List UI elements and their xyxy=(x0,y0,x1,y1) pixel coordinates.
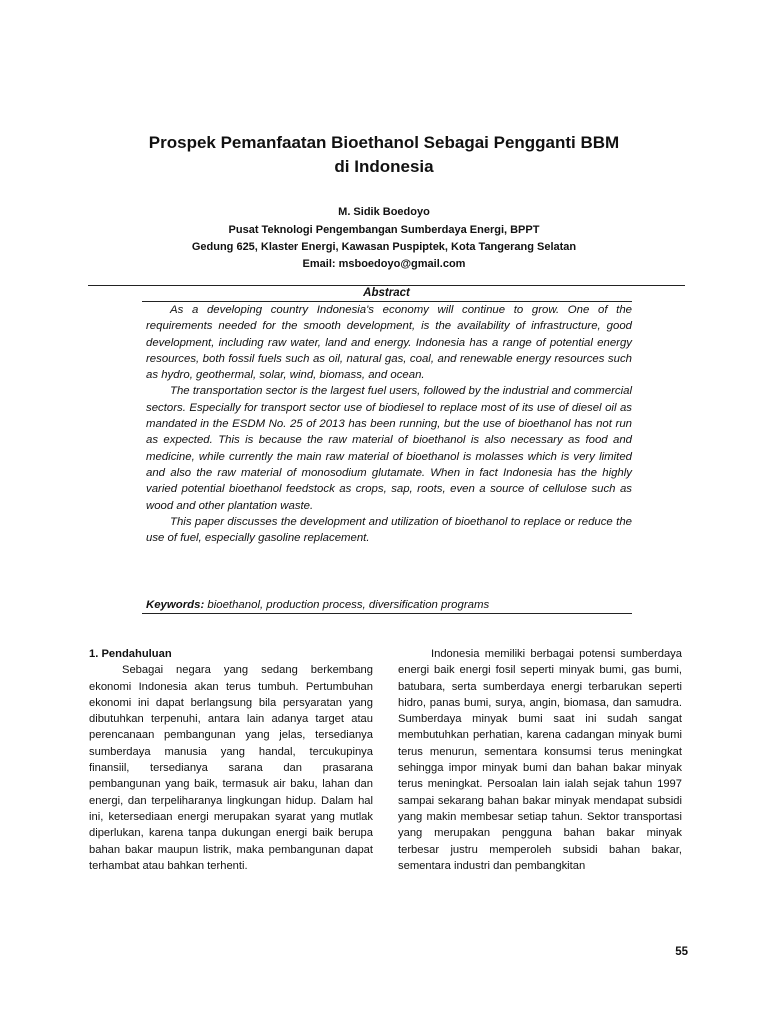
body-paragraph: Sebagai negara yang sedang berkembang ekonomi Indonesia akan terus tumbuh. Pertumbuhan ekonomi ini dapat berlangsung bila persyaratan yang dibutuhkan terpenuhi, antara lain adanya target atau perencanaan pembangunan yang jelas, tersedianya sumberdaya manusia yang handal, tercukupinya finansiil, tersedianya sarana dan prasarana pembangunan yang baik, termasuk air baku, lahan dan energi, dan terpeliharanya lingkungan hidup. Dalam hal ini, ketersediaan energi merupakan syarat yang mutlak diperlukan, karena tanpa dukungan energi baik berupa bahan bakar maupun listrik, maka pembangunan dapat terhambat atau bahkan terhenti. xyxy=(89,664,373,872)
author-name: M. Sidik Boedoyo xyxy=(338,206,430,218)
page-number: 55 xyxy=(675,946,688,958)
body-paragraph: Indonesia memiliki berbagai potensi sumberdaya energi baik energi fosil seperti minyak bumi, gas bumi, batubara, serta sumberdaya energi terbarukan seperti hidro, panas bumi, surya, angin, biomasa, dan samudra. Sumberdaya minyak bumi saat ini sudah sangat membutuhkan perhatian, karena cadangan minyak bumi terus menurun, sementara konsumsi terus meningkat sehingga impor minyak bumi dan bahan bakar minyak terus meningkat. Persoalan lain ialah sejak tahun 1997 sampai sekarang bahan bakar minyak mendapat subsidi yang makin membesar setiap tahun. Sektor transportasi yang merupakan pengguna bahan bakar minyak terbesar justru memperoleh subsidi bahan bakar, sementara industri dan pembangkitan xyxy=(398,648,682,872)
abstract-paragraph: The transportation sector is the largest fuel users, followed by the industrial and commercial sectors. Especially for transport sector use of biodiesel to replace most of its use of diesel oil as mandated in the ESDM No. 25 of 2013 has been running, but the use of bioethanol has not run as expected. This is because the raw material of bioethanol is also necessary as food and medicine, while currently the main raw material of bioethanol is molasses which is very limited and also the raw material of monosodium glutamate. When in fact Indonesia has the highly varied potential bioethanol feedstock as crops, sap, roots, even a source of cellulose such as wood and other plantation waste. xyxy=(146,385,632,512)
keywords-label: Keywords: xyxy=(146,599,205,611)
author-affiliation: Pusat Teknologi Pengembangan Sumberdaya Energi, BPPT xyxy=(228,224,540,236)
abstract-bottom-rule xyxy=(142,613,632,614)
section-heading: 1. Pendahuluan xyxy=(89,648,172,660)
title-line-1: Prospek Pemanfaatan Bioethanol Sebagai Pengganti BBM xyxy=(148,133,620,152)
right-column xyxy=(398,646,682,874)
abstract-body xyxy=(146,302,632,546)
abstract-paragraph: This paper discusses the development and utilization of bioethanol to replace or reduce the use of fuel, especially gasoline replacement. xyxy=(146,515,632,545)
abstract-heading: Abstract xyxy=(363,287,410,299)
keywords xyxy=(146,597,632,613)
author-address: Gedung 625, Klaster Energi, Kawasan Puspiptek, Kota Tangerang Selatan xyxy=(191,241,577,253)
title-line-2: di Indonesia xyxy=(334,157,434,176)
author-block xyxy=(84,204,684,273)
left-column xyxy=(89,646,373,874)
paper-title xyxy=(84,131,684,179)
abstract-paragraph: As a developing country Indonesia's economy will continue to grow. One of the requirements needed for the smooth development, is the availability of infrastructure, good development, including raw water, land and energy. Indonesia has a range of potential energy resources, both fossil fuels such as oil, natural gas, coal, and renewable energy resources such as hydro, geothermal, solar, wind, biomass, and ocean. xyxy=(146,304,632,382)
keywords-text: bioethanol, production process, diversification programs xyxy=(204,599,490,611)
author-email: Email: msboedoyo@gmail.com xyxy=(302,258,466,270)
